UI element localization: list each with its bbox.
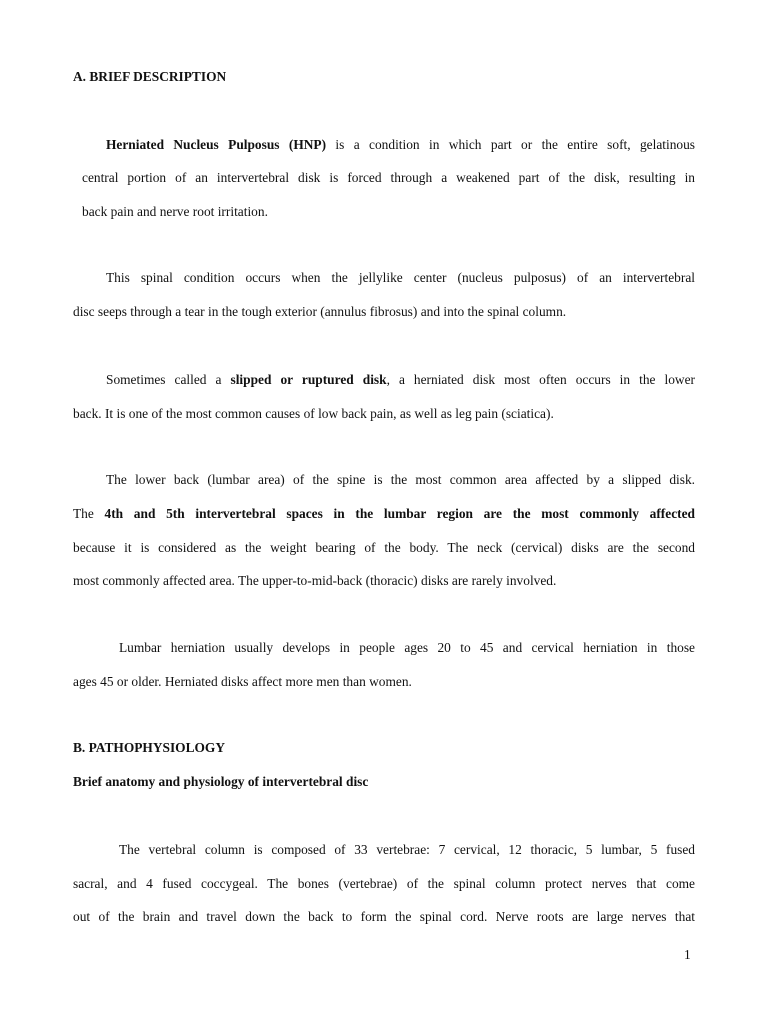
hnp-term: Herniated Nucleus Pulposus (HNP)	[106, 137, 327, 152]
p3-line-1-post: , a herniated disk most often occurs in the lower	[386, 372, 695, 387]
p2-line-1: This spinal condition occurs when the jellylike center (nucleus pulposus) of an intervertebral	[106, 270, 695, 285]
p4-line-1: The lower back (lumbar area) of the spine is the most common area affected by a slipped disk.	[106, 472, 695, 487]
section-a-heading: A. BRIEF DESCRIPTION	[73, 69, 227, 84]
p4-line-4: most commonly affected area. The upper-to-mid-back (thoracic) disks are rarely involved.	[73, 573, 557, 588]
p5-line-1: Lumbar herniation usually develops in people ages 20 to 45 and cervical herniation in those	[119, 640, 695, 655]
p4-line-3: because it is considered as the weight bearing of the body. The neck (cervical) disks are the second	[73, 540, 695, 555]
p6-line-3: out of the brain and travel down the back to form the spinal cord. Nerve roots are large nerves that	[73, 909, 695, 924]
p3-line-2: back. It is one of the most common causes of low back pain, as well as leg pain (sciatica).	[73, 406, 554, 421]
p3-line-1	[106, 372, 695, 388]
p6-line-2: sacral, and 4 fused coccygeal. The bones (vertebrae) of the spinal column protect nerves that come	[73, 876, 695, 891]
p3-line-1-pre: Sometimes called a	[106, 372, 231, 387]
p2-line-2: disc seeps through a tear in the tough exterior (annulus fibrosus) and into the spinal column.	[73, 304, 567, 319]
lumbar-spaces-term: 4th and 5th intervertebral spaces in the lumbar region are the most commonly affected	[104, 506, 695, 521]
p1-line-2: central portion of an intervertebral disk is forced through a weakened part of the disk, resulting in	[82, 170, 695, 185]
section-b-subheading: Brief anatomy and physiology of intervertebral disc	[73, 774, 369, 789]
p4-line-2	[73, 506, 695, 522]
p4-line-2-pre: The	[73, 506, 105, 521]
p1-line-1	[106, 137, 695, 153]
page-number: 1	[684, 947, 691, 962]
p1-line-3: back pain and nerve root irritation.	[82, 204, 268, 219]
slipped-disk-term: slipped or ruptured disk	[230, 372, 387, 387]
p5-line-2: ages 45 or older. Herniated disks affect more men than women.	[73, 674, 412, 689]
p1-line-1-rest: is a condition in which part or the entire soft, gelatinous	[326, 137, 696, 152]
p6-line-1: The vertebral column is composed of 33 vertebrae: 7 cervical, 12 thoracic, 5 lumbar, 5 fused	[119, 842, 695, 857]
section-b-heading: B. PATHOPHYSIOLOGY	[73, 740, 226, 755]
